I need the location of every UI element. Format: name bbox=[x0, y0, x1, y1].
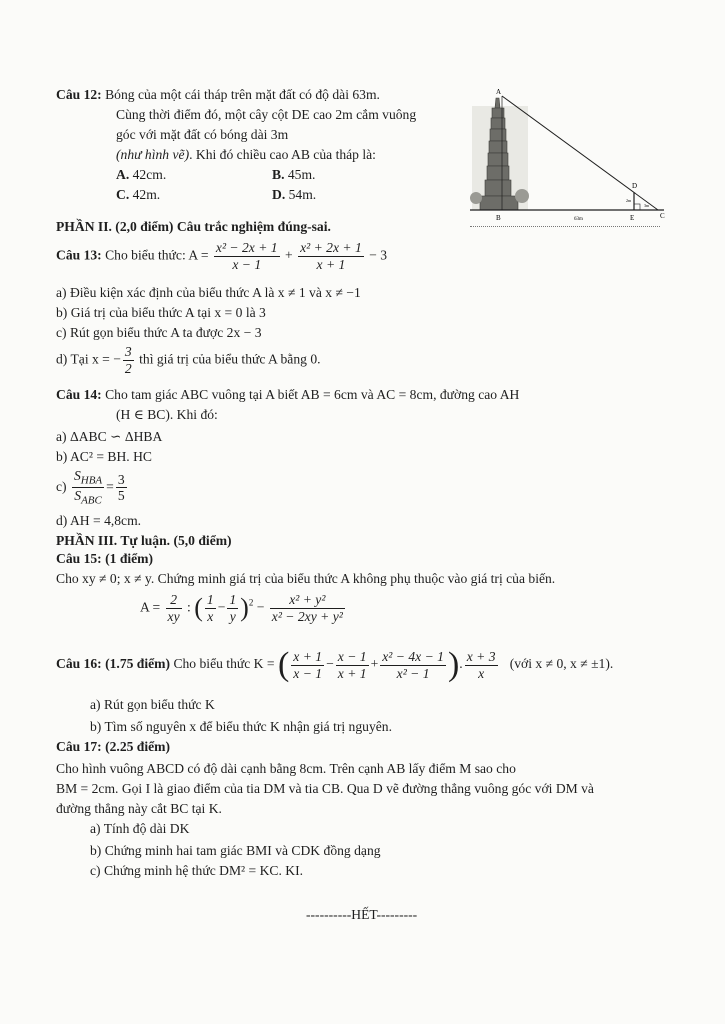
q14-line2: (H ∈ BC). Khi đó: bbox=[116, 407, 218, 422]
q14-item-d: d) AH = 4,8cm. bbox=[56, 513, 142, 528]
label-D: D bbox=[632, 182, 638, 190]
q13-item-d: d) Tại x = − $\frac{3}{2}$ thì giá trị của biểu thức A bằng 0. bbox=[56, 344, 321, 376]
label-A: A bbox=[496, 88, 502, 96]
right-angle-mark bbox=[634, 204, 640, 210]
q17-item-a: a) Tính độ dài DK bbox=[90, 821, 190, 836]
q15-expression: A = $\frac{2}{xy}$ : ( $\frac{1}{x}$ − $\frac{1}{y}$ )$^2$ − $\frac{\text{x² + y²}}{\text{x² − 2xy + y²}}$ bbox=[140, 592, 343, 624]
q17-label: Câu 17: (2.25 điểm) bbox=[56, 739, 171, 754]
q14-item-b: b) AC² = BH. HC bbox=[56, 449, 152, 464]
q17-line1: Cho hình vuông ABCD có độ dài cạnh bằng 8cm. Trên cạnh AB lấy điểm M sao cho bbox=[56, 761, 516, 776]
q14-item-a: a) ΔABC ∽ ΔHBA bbox=[56, 429, 163, 444]
q12-option-b: B. 45m. bbox=[272, 167, 316, 182]
q16-expression: Câu 16: (1.75 điểm) Cho biểu thức K = ( $\frac{x + 1}{x - 1}$ − $\frac{x - 1}{x + 1}$ + $\frac{\text{x² − 4x − 1}}{\text{x² − 1}}$ ). $\frac{x + 3}{x}$ (với x ≠ 0, x ≠ ±1). bbox=[56, 646, 614, 683]
q17-line3: đường thẳng này cắt BC tại K. bbox=[56, 801, 222, 816]
q12-line1: Câu 12: Bóng của một cái tháp trên mặt đất có độ dài 63m. bbox=[56, 87, 380, 102]
q12-option-d: D. 54m. bbox=[272, 187, 317, 202]
q13-item-b: b) Giá trị của biểu thức A tại x = 0 là 3 bbox=[56, 305, 266, 320]
q15-statement: Cho xy ≠ 0; x ≠ y. Chứng minh giá trị của biểu thức A không phụ thuộc vào giá trị của biến. bbox=[56, 571, 556, 586]
q16-label: Câu 16: (1.75 điểm) bbox=[56, 656, 171, 672]
label-63m: 63m bbox=[574, 217, 583, 222]
q17-item-c: c) Chứng minh hệ thức DM² = KC. KI. bbox=[90, 863, 303, 878]
part2-title: PHẦN II. (2,0 điểm) Câu trắc nghiệm đúng-sai. bbox=[56, 219, 331, 234]
part3-title: PHẦN III. Tự luận. (5,0 điểm) bbox=[56, 533, 232, 548]
q13-item-c: c) Rút gọn biểu thức A ta được 2x − 3 bbox=[56, 325, 262, 340]
q16-item-b: b) Tìm số nguyên x để biểu thức K nhận giá trị nguyên. bbox=[90, 719, 392, 734]
q14-label: Câu 14: bbox=[56, 387, 102, 402]
q15-label: Câu 15: (1 điểm) bbox=[56, 551, 154, 566]
q17-item-b: b) Chứng minh hai tam giác BMI và CDK đồng dạng bbox=[90, 843, 381, 858]
q12-option-a: A. 42cm. bbox=[116, 167, 167, 182]
q13-expression: Câu 13: Cho biểu thức: A = $\frac{\text{x² − 2x + 1}}{x - 1}$ + $\frac{\text{x² + 2x + 1}}{x + 1}$ − 3 bbox=[56, 240, 388, 272]
q13-fraction-2: $\frac{\text{x² + 2x + 1}}{x + 1}$ bbox=[300, 240, 362, 272]
label-3m: 3m bbox=[644, 203, 650, 208]
tower-shadow-figure bbox=[468, 86, 668, 226]
q12-line2: Cùng thời điểm đó, một cây cột DE cao 2m cắm vuông bbox=[116, 107, 417, 122]
figure-divider bbox=[470, 226, 660, 227]
q12-line3: góc với mặt đất có bóng dài 3m bbox=[116, 127, 289, 142]
q13-item-a: a) Điều kiện xác định của biểu thức A là x ≠ 1 và x ≠ −1 bbox=[56, 285, 361, 300]
label-E: E bbox=[630, 214, 635, 222]
label-2m: 2m bbox=[626, 198, 632, 203]
q13-label: Câu 13: bbox=[56, 247, 102, 263]
q12-line4: (như hình vẽ). Khi đó chiều cao AB của tháp là: bbox=[116, 147, 376, 162]
label-B: B bbox=[496, 214, 501, 222]
q14-item-c: c) $\frac{S_{HBA}}{S_{ABC}}$ = $\frac{3}{5}$ bbox=[56, 468, 125, 508]
q12-option-c: C. 42m. bbox=[116, 187, 161, 202]
q16-item-a: a) Rút gọn biểu thức K bbox=[90, 697, 215, 712]
q14-line1: Câu 14: Cho tam giác ABC vuông tại A biết AB = 6cm và AC = 8cm, đường cao AH bbox=[56, 387, 520, 402]
q12-label: Câu 12: bbox=[56, 87, 102, 102]
end-marker: ----------HẾT--------- bbox=[306, 907, 418, 922]
q13-fraction-1: $\frac{\text{x² − 2x + 1}}{x - 1}$ bbox=[215, 240, 278, 272]
q17-line2: BM = 2cm. Gọi I là giao điểm của tia DM và tia CB. Qua D vẽ đường thẳng vuông góc với DM và bbox=[56, 781, 594, 796]
label-C: C bbox=[660, 212, 665, 220]
